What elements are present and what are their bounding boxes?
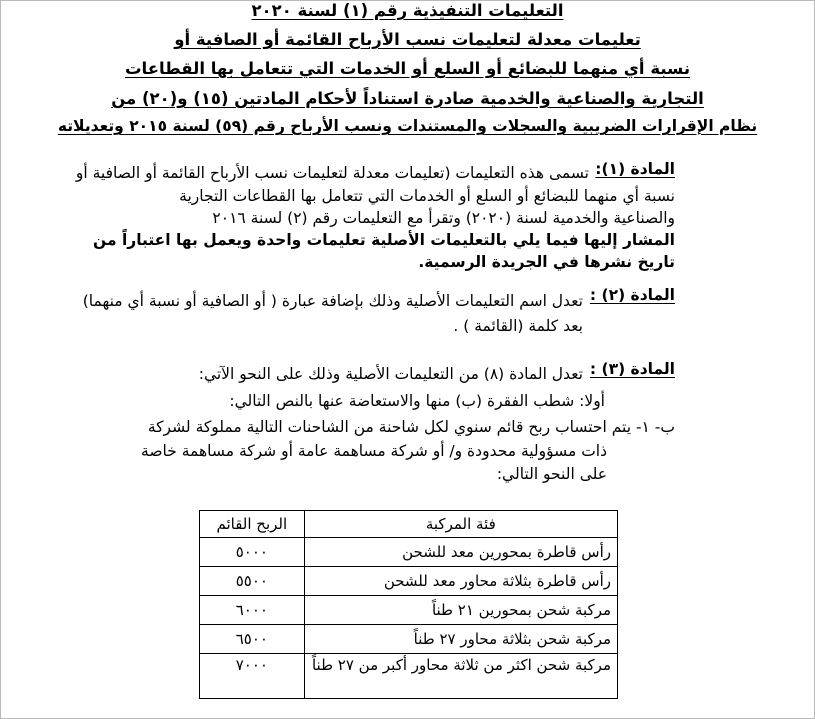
category-cell: رأس قاطرة بمحورين معد للشحن xyxy=(304,538,617,567)
profit-cell: ٧٠٠٠ xyxy=(200,654,305,699)
article-1-line-3: والصناعية والخدمية لسنة (٢٠٢٠) وتقرأ مع التعليمات رقم (٢) لسنة ٢٠١٦ xyxy=(212,209,675,227)
table-row xyxy=(200,538,618,567)
header-line-2: تعليمات معدلة لتعليمات نسب الأرباح القائمة أو الصافية أو xyxy=(174,30,641,49)
header-line-5: نظام الإقرارات الضريبية والسجلات والمستندات ونسب الأرباح رقم (٥٩) لسنة ٢٠١٥ وتعديلاته xyxy=(57,117,758,135)
profit-cell: ٥٠٠٠ xyxy=(200,538,305,567)
article-1-line-1: تسمى هذه التعليمات (تعليمات معدلة لتعليمات نسب الأرباح القائمة أو الصافية أو xyxy=(75,164,589,182)
table-row xyxy=(200,654,618,699)
article-1-heading: المادة (١): xyxy=(595,160,675,178)
article-3-first-clause: أولا: شطب الفقرة (ب) منها والاستعاضة عنها بالنص التالي: xyxy=(229,392,605,410)
article-2-heading: المادة (٢) : xyxy=(589,286,675,304)
table-row xyxy=(200,625,618,654)
header-line-4: التجارية والصناعية والخدمية صادرة استناداً لأحكام المادتين (١٥) و(٢٠) من xyxy=(111,89,704,108)
article-3-line-1: تعدل المادة (٨) من التعليمات الأصلية وذلك على النحو الآتي: xyxy=(198,365,583,383)
header-line-3: نسبة أي منهما للبضائع أو السلع أو الخدمات التي تتعامل بها القطاعات xyxy=(124,59,691,78)
column-header-profit: الربح القائم xyxy=(200,511,305,538)
article-3-para-line-2: ذات مسؤولية محدودة و/ أو شركة مساهمة عامة أو شركة مساهمة خاصة xyxy=(141,442,607,460)
header-title: التعليمات التنفيذية رقم (١) لسنة ٢٠٢٠ xyxy=(251,1,564,20)
category-cell: مركبة شحن بثلاثة محاور ٢٧ طناً xyxy=(304,625,617,654)
article-1-line-2: نسبة أي منهما للبضائع أو السلع أو الخدمات التي تتعامل بها القطاعات التجارية xyxy=(179,187,675,205)
profit-cell: ٦٥٠٠ xyxy=(200,625,305,654)
table-header-row xyxy=(200,511,618,538)
article-1-line-5: تاريخ نشرها في الجريدة الرسمية. xyxy=(418,253,675,271)
article-2-line-2: بعد كلمة (القائمة ) . xyxy=(453,317,583,335)
article-3-para-line-3: على النحو التالي: xyxy=(496,465,607,483)
category-cell: رأس قاطرة بثلاثة محاور معد للشحن xyxy=(304,567,617,596)
table-row xyxy=(200,567,618,596)
vehicle-profit-table xyxy=(199,510,618,699)
article-3-heading: المادة (٣) : xyxy=(589,360,675,378)
category-cell: مركبة شحن بمحورين ٢١ طناً xyxy=(304,596,617,625)
article-3-para-line-1: ب- ١- يتم احتساب ربح قائم سنوي لكل شاحنة من الشاحنات التالية مملوكة لشركة xyxy=(147,418,675,436)
category-cell: مركبة شحن اكثر من ثلاثة محاور أكبر من ٢٧ طناً xyxy=(304,654,617,699)
column-header-category: فئة المركبة xyxy=(304,511,617,538)
profit-cell: ٥٥٠٠ xyxy=(200,567,305,596)
profit-cell: ٦٠٠٠ xyxy=(200,596,305,625)
article-1-line-4: المشار إليها فيما يلي بالتعليمات الأصلية تعليمات واحدة ويعمل بها اعتباراً من xyxy=(93,231,675,249)
article-2-line-1: تعدل اسم التعليمات الأصلية وذلك بإضافة عبارة ( أو الصافية أو نسبة أي منهما) xyxy=(82,292,583,310)
table-row xyxy=(200,596,618,625)
